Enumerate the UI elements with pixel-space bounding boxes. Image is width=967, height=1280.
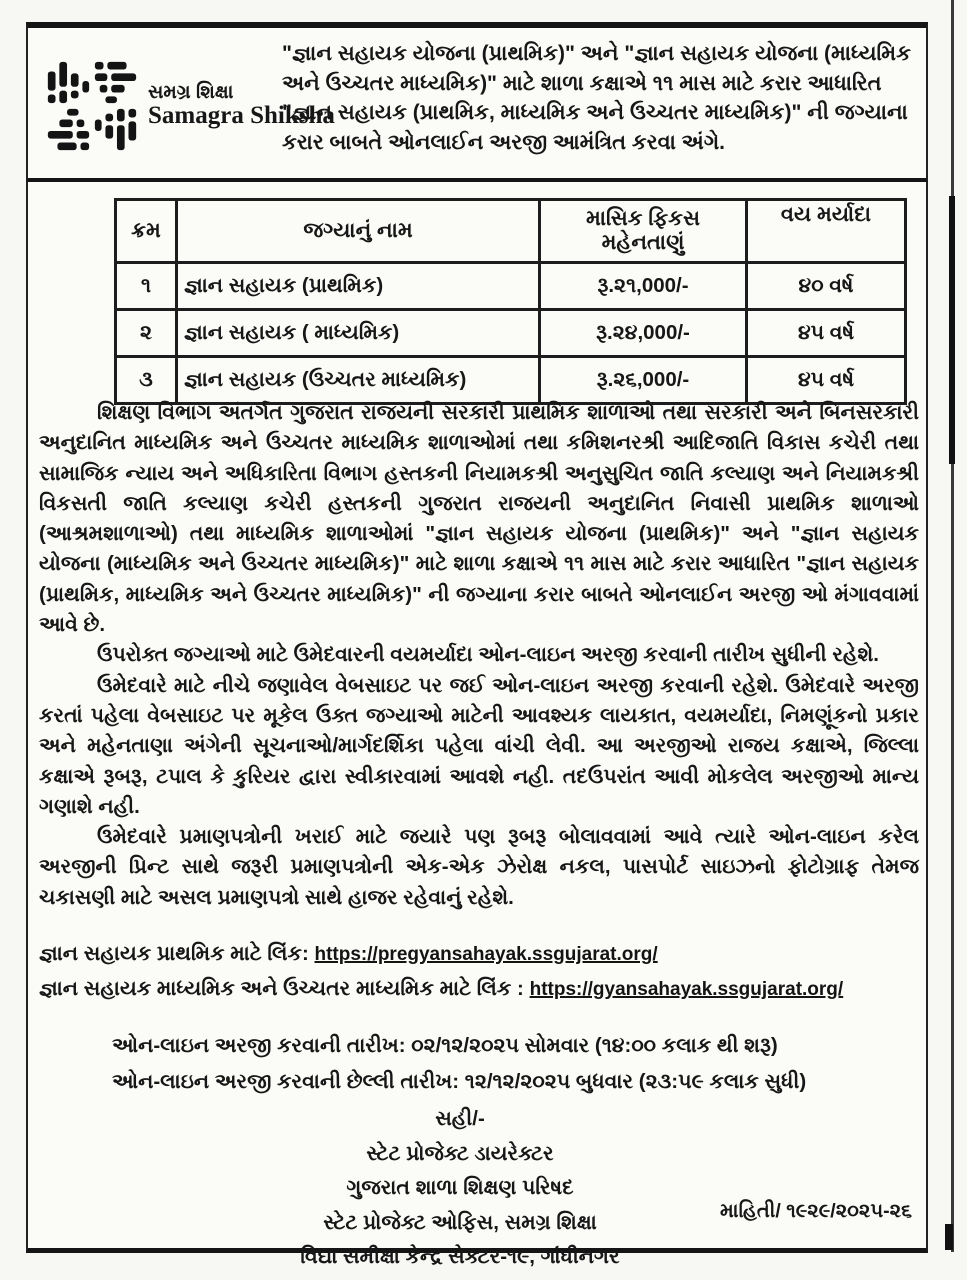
scan-edge-line [951, 0, 954, 1252]
cell-monthly-pay: રૂ.૨૪,000/- [540, 310, 747, 357]
cell-serial: ૨ [116, 310, 177, 357]
paragraph-age-limit-note: ઉપરોક્ત જગ્યાઓ માટે ઉમેદવારની વયમર્યાદા ઓન-લાઇન અરજી કરવાની તારીખ સુધીની રહેશે. [97, 643, 879, 667]
primary-link-url[interactable]: https://pregyansahayak.ssgujarat.org/ [314, 944, 658, 965]
cell-monthly-pay: રૂ.૨૧,000/- [540, 263, 747, 310]
signature-block [240, 1102, 680, 1275]
col-header-post-name: જગ્યાનું નામ [177, 200, 540, 263]
logo-text-gujarati: સમગ્ર શિક્ષા [148, 81, 234, 103]
col-header-serial: ક્રમ [116, 200, 177, 263]
header-box [26, 22, 928, 183]
cell-post-name: જ્ઞાન સહાયક ( માધ્યમિક) [177, 310, 540, 357]
start-date-line: ઓન-લાઇન અરજી કરવાની તારીખ: ૦૨/૧૨/૨૦૨૫ સોમવાર (૧૪:૦૦ કલાક થી શરૂ) [112, 1034, 778, 1057]
notice-subject-title: "જ્ઞાન સહાયક યોજના (પ્રાથમિક)" અને "જ્ઞાન સહાયક યોજના (માધ્યમિક અને ઉચ્ચતર માધ્યમિક)" માટે શાળા કક્ષાએ ૧૧ માસ માટે કરાર આધારિત "જ્ઞાન સહાયક (પ્રાથમિક, માધ્યમિક અને ઉચ્ચતર માધ્યમિક)" ની જગ્યાના કરાર બાબતે ઓનલાઈન અરજી આમંત્રિત કરવા અંગે. [282, 42, 911, 154]
cell-monthly-pay: રૂ.૨૬,000/- [540, 357, 747, 404]
scan-edge-line-thick [949, 196, 955, 464]
cell-serial: ૩ [116, 357, 177, 404]
application-links [39, 942, 843, 1012]
cell-age-limit: ૪૫ વર્ષ [747, 357, 906, 404]
scan-corner-mark [945, 1224, 953, 1250]
cell-post-name: જ્ઞાન સહાયક (પ્રાથમિક) [177, 263, 540, 310]
application-dates [112, 1028, 806, 1100]
reference-number: માહિતી/ ૧૯૨૯/૨૦૨૫-૨૬ [720, 1200, 912, 1222]
cell-age-limit: ૪૫ વર્ષ [747, 310, 906, 357]
cell-post-name: જ્ઞાન સહાયક (ઉચ્ચતર માધ્યમિક) [177, 357, 540, 404]
primary-link-line [39, 942, 843, 966]
signature-designation: સ્ટેટ પ્રોજેક્ટ ડાયરેક્ટર [366, 1141, 554, 1165]
primary-link-label: જ્ઞાન સહાયક પ્રાથમિક માટે લિંક: [39, 942, 309, 965]
signature-council: ગુજરાત શાળા શિક્ષણ પરિષદ [346, 1176, 574, 1199]
signature-address: વિદ્યા સમીક્ષા કેન્દ્ર સેક્ટર-૧૯, ગાંધીનગર [300, 1245, 620, 1268]
cell-age-limit: ૪૦ વર્ષ [747, 263, 906, 310]
table-row [116, 263, 906, 310]
logo-text-english: Samagra Shiksha [148, 101, 335, 129]
secondary-link-label: જ્ઞાન સહાયક માધ્યમિક અને ઉચ્ચતર માધ્યમિક માટે લિંક : [39, 977, 524, 1000]
signature-sd: સહી/- [435, 1107, 485, 1130]
signature-office: સ્ટેટ પ્રોજેક્ટ ઓફિસ, સમગ્ર શિક્ષા [323, 1210, 597, 1234]
paragraph-verification-note: ઉમેદવારે પ્રમાણપત્રોની ખરાઈ માટે જયારે પણ રૂબરૂ બોલાવવામાં આવે ત્યારે ઓન-લાઇન કરેલ અરજીની પ્રિન્ટ સાથે જરૂરી પ્રમાણપત્રોની એક-એક ઝેરોક્ષ નકલ, પાસપોર્ટ સાઇઝનો ફોટોગ્રાફ તેમજ ચકાસણી માટે અસલ પ્રમાણપત્રો સાથે હાજર રહેવાનું રહેશે. [39, 825, 919, 909]
table-header-row [116, 200, 906, 263]
end-date-line: ઓન-લાઇન અરજી કરવાની છેલ્લી તારીખ: ૧૨/૧૨/૨૦૨૫ બુધવાર (૨૩:૫૯ કલાક સુધી) [112, 1070, 807, 1093]
vacancy-table [114, 198, 907, 405]
paragraph-scheme-intro: શિક્ષણ વિભાગ અંતર્ગત ગુજરાત રાજયની સરકારી પ્રાથમિક શાળાઓ તથા સરકારી અને બિનસરકારી અનુદાનિત માધ્યમિક અને ઉચ્ચતર માધ્યમિક શાળાઓમાં તથા કમિશનરશ્રી આદિજાતિ વિકાસ કચેરી તથા સામાજિક ન્યાય અને અધિકારિતા વિભાગ હસ્તકની નિયામકશ્રી અનુસુચિત જાતિ કલ્યાણ અને નિયામકશ્રી વિકસતી જાતિ કલ્યાણ કચેરી હસ્તકની ગુજરાત રાજયની અનુદાનિત નિવાસી પ્રાથમિક શાળાઓ (આશ્રમશાળાઓ) તથા માધ્યમિક શાળાઓમાં "જ્ઞાન સહાયક યોજના (પ્રાથમિક)" અને "જ્ઞાન સહાયક યોજના (માધ્યમિક અને ઉચ્ચતર માધ્યમિક)" માટે શાળા કક્ષાએ ૧૧ માસ માટે કરાર આધારિત "જ્ઞાન સહાયક (પ્રાથમિક, માધ્યમિક અને ઉચ્ચતર માધ્યમિક)" ની જગ્યાના કરાર બાબતે ઓનલાઈન અરજી ઓ મંગાવવામાં આવે છે. [39, 401, 919, 637]
col-header-age-limit: વય મર્યાદા [747, 200, 906, 263]
secondary-link-line [39, 977, 843, 1001]
table-row [116, 310, 906, 357]
cell-serial: ૧ [116, 263, 177, 310]
col-header-monthly-pay: માસિક ફિકસ મહેનતાણું [540, 200, 747, 263]
secondary-link-url[interactable]: https://gyansahayak.ssgujarat.org/ [529, 979, 844, 1000]
notice-body-box [26, 182, 928, 1268]
paragraph-application-instructions: ઉમેદવારે માટે નીચે જણાવેલ વેબસાઇટ પર જઈ ઓન-લાઇન અરજી કરવાની રહેશે. ઉમેદવારે અરજી કરતાં પહેલા વેબસાઇટ પર મૂકેલ ઉક્ત જગ્યાઓ માટેની આવશ્યક લાયકાત, વયમર્યાદા, નિમણૂંકનો પ્રકાર અને મહેનતાણા અંગેની સૂચનાઓ/માર્ગદર્શિકા પહેલા વાંચી લેવી. આ અરજીઓ રાજય કક્ષાએ, જિલ્લા કક્ષાએ રૂબરૂ, ટપાલ કે કુરિયર દ્વારા સ્વીકારવામાં આવશે નહી. તદઉપરાંત આવી મોકલેલ અરજીઓ માન્ય ગણાશે નહી. [39, 673, 919, 818]
notice-paragraphs [39, 398, 919, 913]
table-row [116, 357, 906, 404]
pinwheel-logo-icon [44, 54, 140, 158]
